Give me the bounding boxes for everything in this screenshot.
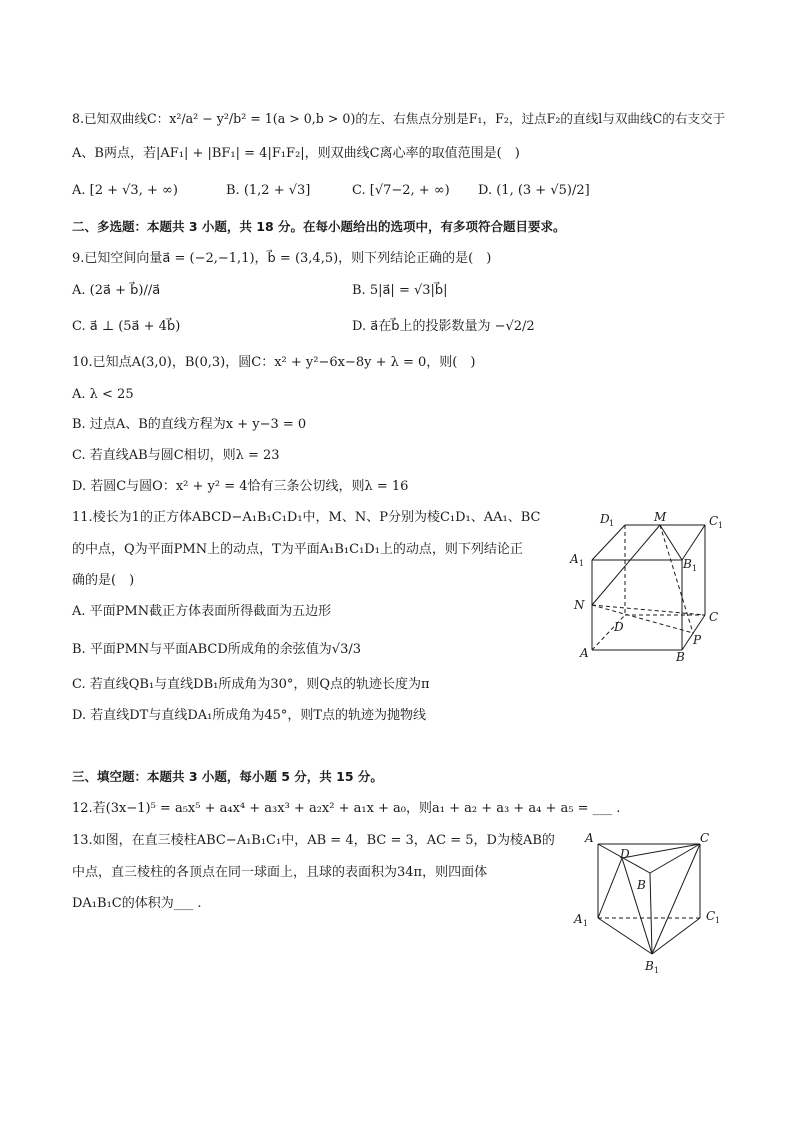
q8-option-a: A. [2 + √3, + ∞) <box>72 183 178 198</box>
q8-stem-line1: 8.已知双曲线C：x²/a² − y²/b² = 1(a > 0,b > 0)的左、右焦点分别是F₁，F₂，过点F₂的直线l与双曲线C的右支交于 <box>72 111 726 126</box>
q10-option-a: A. λ < 25 <box>72 387 134 402</box>
q8-option-b: B. (1,2 + √3] <box>226 183 311 198</box>
label-d: D <box>614 620 624 634</box>
q12-stem: 12.若(3x−1)⁵ = a₅x⁵ + a₄x⁴ + a₃x³ + a₂x² + a₁x + a₀，则a₁ + a₂ + a₃ + a₄ + a₅ = ___ . <box>72 801 621 816</box>
q11-option-c: C. 若直线QB₁与直线DB₁所成角为30°，则Q点的轨迹长度为π <box>72 677 430 692</box>
svg-text:1: 1 <box>609 519 615 528</box>
label-m: M <box>654 510 667 524</box>
line-m-p <box>660 525 693 633</box>
q11-option-d: D. 若直线DT与直线DA₁所成角为45°，则T点的轨迹为抛物线 <box>72 708 427 723</box>
label-a: A <box>580 646 589 660</box>
line-n-m <box>592 525 660 605</box>
edge-a1-d1 <box>592 525 625 560</box>
line-d-b1 <box>622 858 652 954</box>
q10-stem: 10.已知点A(3,0)，B(0,3)，圆C：x² + y²−6x−8y + λ = 0，则( ) <box>72 355 476 370</box>
q8-option-d: D. (1, (3 + √5)/2] <box>478 183 590 198</box>
svg-text:1: 1 <box>583 919 589 928</box>
line-b1-c <box>652 844 700 954</box>
q13-stem-line3: DA₁B₁C的体积为___ . <box>72 896 202 911</box>
q9-option-c: C. a⃗ ⊥ (5a⃗ + 4b⃗) <box>72 319 181 334</box>
label-c1: C <box>709 514 719 528</box>
label-p: P <box>693 633 702 647</box>
label-d1: D <box>600 512 610 526</box>
svg-text:1: 1 <box>654 966 660 975</box>
svg-text:1: 1 <box>715 916 721 925</box>
section-2-heading: 二、多选题：本题共 3 小题，共 18 分。在每小题给出的选项中，有多项符合题目要求。 <box>72 219 566 234</box>
q9-option-d: D. a⃗在b⃗上的投影数量为 −√2/2 <box>352 319 535 334</box>
q13-stem-line1: 13.如图，在直三棱柱ABC−A₁B₁C₁中，AB = 4，BC = 3，AC = 5，D为棱AB的 <box>72 833 555 848</box>
label-c: C <box>700 831 710 845</box>
line-m-b1 <box>660 525 682 560</box>
label-b: B <box>637 878 646 892</box>
cube-figure <box>560 505 760 665</box>
q8-option-c: C. [√7−2, + ∞) <box>352 183 450 198</box>
edge-b1-c1 <box>652 918 700 954</box>
q10-option-d: D. 若圆C与圆O：x² + y² = 4恰有三条公切线，则λ = 16 <box>72 479 409 494</box>
edge-b-b1 <box>650 873 652 954</box>
label-b1: B <box>645 959 654 973</box>
q8-stem-line2: A、B两点，若|AF₁| + |BF₁| = 4|F₁F₂|，则双曲线C离心率的取值范围是( ) <box>72 146 520 161</box>
q9-stem: 9.已知空间向量a⃗ = (−2,−1,1)，b⃗ = (3,4,5)，则下列结论正确的是( ) <box>72 251 492 266</box>
q13-stem-line2: 中点，直三棱柱的各顶点在同一球面上，且球的表面积为34π，则四面体 <box>72 865 488 880</box>
prism-figure <box>570 828 750 978</box>
q10-option-c: C. 若直线AB与圆C相切，则λ = 23 <box>72 448 280 463</box>
line-d-a1 <box>598 858 622 918</box>
q11-stem-line1: 11.棱长为1的正方体ABCD−A₁B₁C₁D₁中，M、N、P分别为棱C₁D₁、AA₁、BC <box>72 510 541 525</box>
q11-stem-line2: 的中点，Q为平面PMN上的动点，T为平面A₁B₁C₁D₁上的动点，则下列结论正 <box>72 542 523 557</box>
q10-option-b: B. 过点A、B的直线方程为x + y−3 = 0 <box>72 417 307 432</box>
q11-stem-line3: 确的是( ) <box>72 573 135 588</box>
label-c1: C <box>706 909 716 923</box>
q9-option-a: A. (2a⃗ + b⃗)//a⃗ <box>72 283 161 298</box>
edge-b1-c1 <box>682 525 705 560</box>
label-a1: A <box>574 912 583 926</box>
edge-a1-b1 <box>598 918 652 954</box>
label-a1: A <box>570 552 579 566</box>
q9-option-b: B. 5|a⃗| = √3|b⃗| <box>352 283 448 298</box>
label-c: C <box>709 610 719 624</box>
label-b: B <box>676 650 685 664</box>
label-b1: B <box>683 557 692 571</box>
svg-text:1: 1 <box>718 521 724 530</box>
label-d: D <box>620 847 630 861</box>
section-3-heading: 三、填空题：本题共 3 小题，每小题 5 分，共 15 分。 <box>72 769 383 784</box>
label-a: A <box>585 831 594 845</box>
label-n: N <box>574 598 585 612</box>
svg-text:1: 1 <box>692 564 698 573</box>
q11-option-a: A. 平面PMN截正方体表面所得截面为五边形 <box>72 604 332 619</box>
svg-text:1: 1 <box>579 559 585 568</box>
q11-option-b: B. 平面PMN与平面ABCD所成角的余弦值为√3/3 <box>72 642 362 657</box>
